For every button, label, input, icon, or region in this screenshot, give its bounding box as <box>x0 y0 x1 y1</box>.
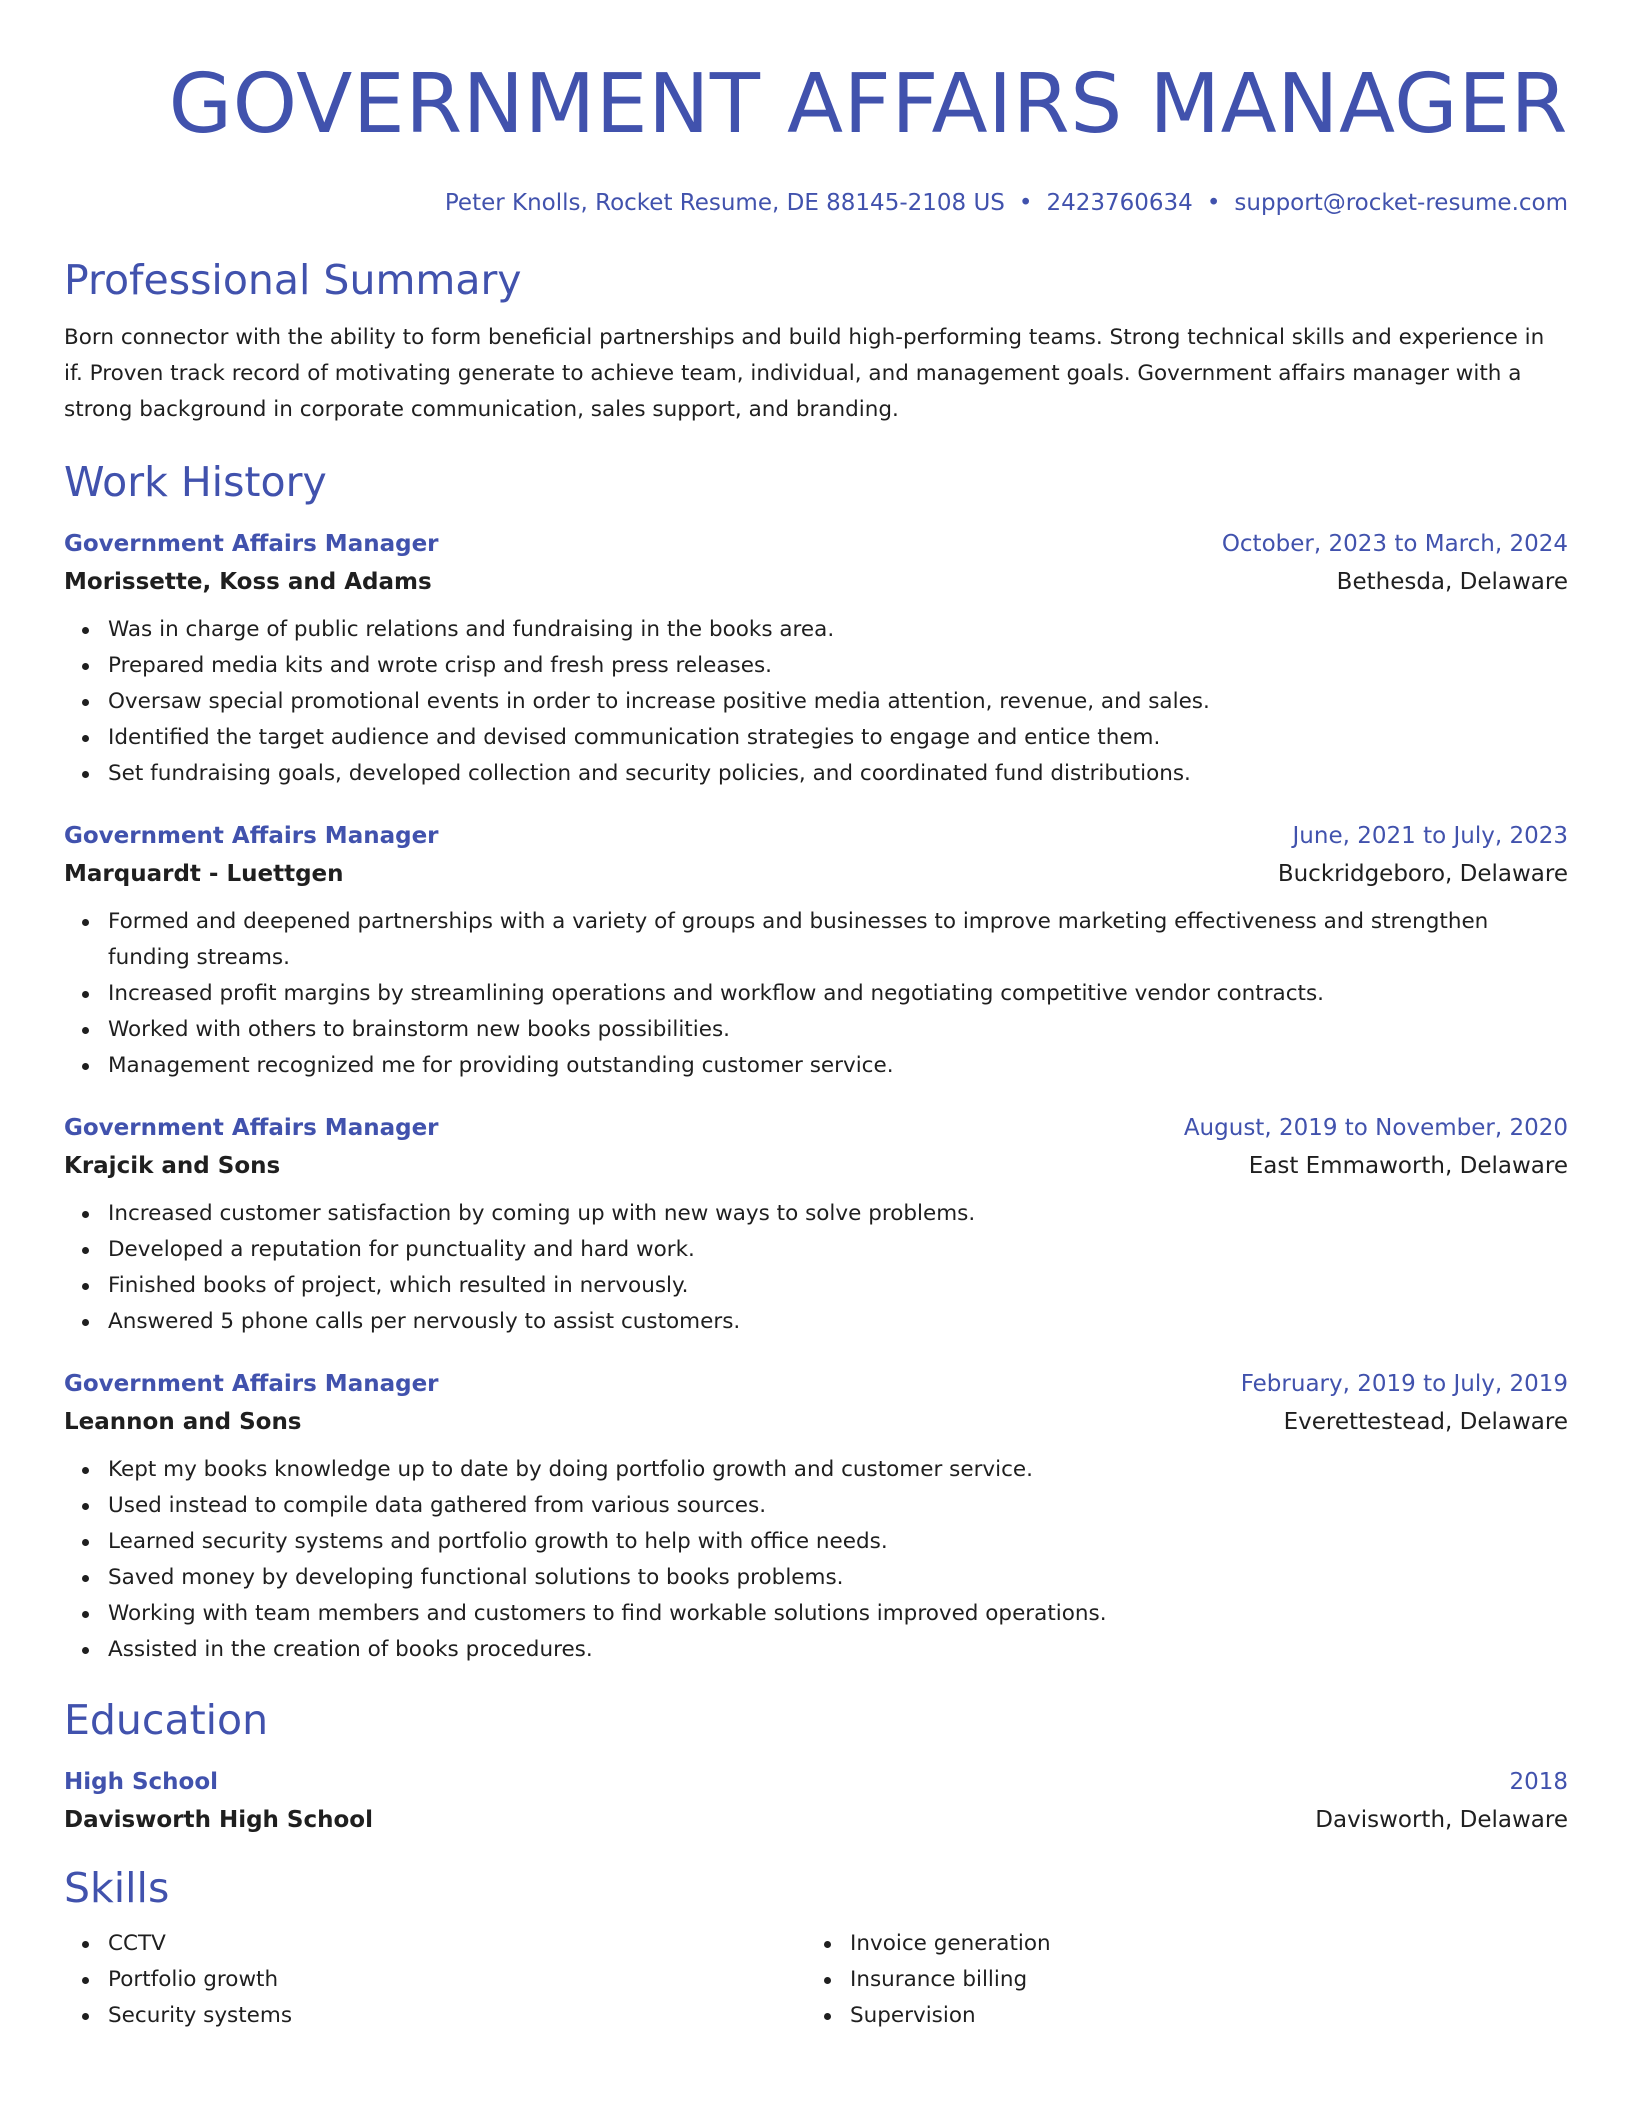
job-bullets <box>64 1196 1568 1340</box>
job-bullet: Kept my books knowledge up to date by doing portfolio growth and customer service. <box>64 1452 1568 1488</box>
job-bullets <box>64 1452 1568 1668</box>
job-company: Morissette, Koss and Adams <box>64 569 432 595</box>
job-entry <box>64 818 1568 1084</box>
job-dates: June, 2021 to July, 2023 <box>1292 823 1568 849</box>
job-bullet: Identified the target audience and devised communication strategies to engage and entice them. <box>64 720 1568 756</box>
job-entry <box>64 1110 1568 1340</box>
job-bullet: Used instead to compile data gathered from various sources. <box>64 1488 1568 1524</box>
job-location: East Emmaworth, Delaware <box>1248 1153 1568 1179</box>
summary-heading: Professional Summary <box>64 256 522 304</box>
job-location: Buckridgeboro, Delaware <box>1277 861 1568 887</box>
job-bullet: Increased profit margins by streamlining operations and workflow and negotiating competitive vendor contracts. <box>64 976 1568 1012</box>
job-bullet: Learned security systems and portfolio growth to help with office needs. <box>64 1524 1568 1560</box>
job-bullet: Formed and deepened partnerships with a variety of groups and businesses to improve marketing effectiveness and strengthen funding streams. <box>64 904 1568 976</box>
job-bullet: Prepared media kits and wrote crisp and fresh press releases. <box>64 648 1568 684</box>
job-entry <box>64 1366 1568 1668</box>
education-degree: High School <box>64 1769 219 1795</box>
education-entry <box>64 1764 1568 1840</box>
skills-column-left <box>64 1926 806 2034</box>
job-dates: October, 2023 to March, 2024 <box>1221 531 1568 557</box>
job-bullet: Finished books of project, which resulted in nervously. <box>64 1268 1568 1304</box>
education-heading: Education <box>64 1696 269 1744</box>
job-entry <box>64 526 1568 792</box>
work-history-heading: Work History <box>64 458 327 506</box>
skills-list <box>64 1926 1568 2034</box>
education-school: Davisworth High School <box>64 1807 373 1833</box>
job-role: Government Affairs Manager <box>64 1371 439 1397</box>
summary-text: Born connector with the ability to form beneficial partnerships and build high-performing teams. Strong technical skills and experience in if. Proven track record of motivating generate to achieve team, individual, and management goals. Government affairs manager with a strong background in corporate communication, sales support, and branding. <box>64 325 1545 422</box>
job-role: Government Affairs Manager <box>64 823 439 849</box>
contact-line <box>64 188 1568 218</box>
contact-separator: • <box>1206 190 1221 216</box>
job-role: Government Affairs Manager <box>64 1115 439 1141</box>
resume-title: GOVERNMENT AFFAIRS MANAGER <box>168 57 1568 152</box>
skills-heading: Skills <box>64 1864 170 1912</box>
resume-page <box>64 0 1568 2034</box>
job-company: Leannon and Sons <box>64 1409 302 1435</box>
contact-address: Peter Knolls, Rocket Resume, DE 88145-2108 US <box>444 190 1005 216</box>
job-role: Government Affairs Manager <box>64 531 439 557</box>
skill-item: Portfolio growth <box>64 1962 806 1998</box>
skill-item: CCTV <box>64 1926 806 1962</box>
job-location: Everettestead, Delaware <box>1283 1409 1568 1435</box>
skills-column-right <box>806 1926 1548 2034</box>
job-bullet: Working with team members and customers to find workable solutions improved operations. <box>64 1596 1568 1632</box>
job-bullet: Developed a reputation for punctuality and hard work. <box>64 1232 1568 1268</box>
skill-item: Insurance billing <box>806 1962 1548 1998</box>
skill-item: Invoice generation <box>806 1926 1548 1962</box>
job-bullet: Saved money by developing functional solutions to books problems. <box>64 1560 1568 1596</box>
job-company: Marquardt - Luettgen <box>64 861 344 887</box>
education-location: Davisworth, Delaware <box>1315 1807 1568 1833</box>
job-bullet: Answered 5 phone calls per nervously to assist customers. <box>64 1304 1568 1340</box>
job-bullet: Management recognized me for providing outstanding customer service. <box>64 1048 1568 1084</box>
job-dates: August, 2019 to November, 2020 <box>1183 1115 1568 1141</box>
job-location: Bethesda, Delaware <box>1336 569 1568 595</box>
skill-item: Supervision <box>806 1998 1548 2034</box>
job-bullet: Oversaw special promotional events in order to increase positive media attention, revenue, and sales. <box>64 684 1568 720</box>
job-company: Krajcik and Sons <box>64 1153 281 1179</box>
job-bullet: Was in charge of public relations and fundraising in the books area. <box>64 612 1568 648</box>
contact-phone: 2423760634 <box>1046 190 1193 216</box>
job-bullets <box>64 612 1568 792</box>
job-bullets <box>64 904 1568 1084</box>
job-dates: February, 2019 to July, 2019 <box>1240 1371 1568 1397</box>
skill-item: Security systems <box>64 1998 806 2034</box>
contact-separator: • <box>1018 190 1033 216</box>
job-bullet: Set fundraising goals, developed collection and security policies, and coordinated fund distributions. <box>64 756 1568 792</box>
education-year: 2018 <box>1509 1769 1568 1795</box>
contact-email[interactable]: support@rocket-resume.com <box>1234 190 1568 216</box>
job-bullet: Increased customer satisfaction by coming up with new ways to solve problems. <box>64 1196 1568 1232</box>
job-bullet: Worked with others to brainstorm new books possibilities. <box>64 1012 1568 1048</box>
job-bullet: Assisted in the creation of books procedures. <box>64 1632 1568 1668</box>
